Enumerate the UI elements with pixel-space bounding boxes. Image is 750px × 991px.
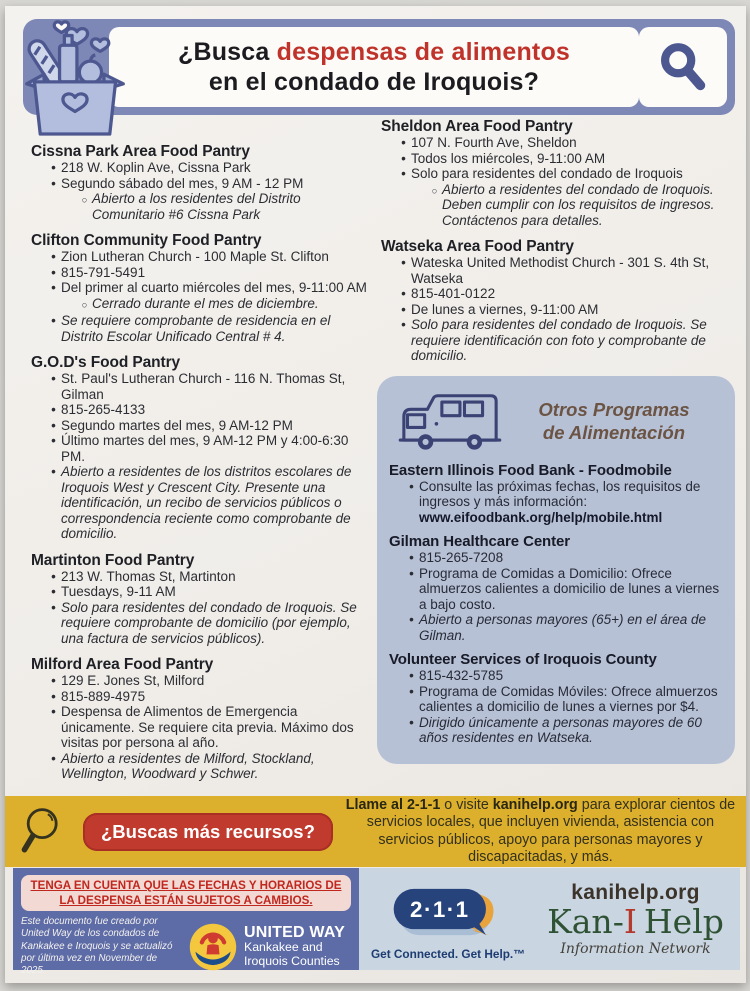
united-way-name: UNITED WAY bbox=[244, 923, 345, 941]
title-part-black: ¿Busca bbox=[177, 37, 277, 66]
kanihelp-url-inline: kanihelp.org bbox=[492, 796, 578, 813]
page-title-line1 bbox=[178, 37, 570, 68]
pantry-detail bbox=[46, 569, 371, 585]
magnifier-outline-icon bbox=[17, 803, 73, 861]
bullet-icon: • bbox=[401, 135, 406, 150]
bullet-icon: • bbox=[409, 612, 414, 627]
kanihelp-block bbox=[537, 881, 740, 957]
bullet-icon: • bbox=[51, 313, 56, 328]
pantry-detail bbox=[396, 302, 733, 318]
pantry-detail-text: 815-432-5785 bbox=[419, 668, 504, 683]
bullet-icon: • bbox=[51, 280, 56, 295]
right-column-sections bbox=[381, 118, 733, 364]
pantry-name: Cissna Park Area Food Pantry bbox=[31, 143, 250, 160]
pantry-detail-text: Abierto a los residentes del Distrito Comunitario #6 Cissna Park bbox=[92, 191, 301, 222]
bullet-icon: • bbox=[51, 568, 56, 584]
bullet-icon: ○ bbox=[81, 299, 88, 311]
bullet-icon: • bbox=[409, 668, 414, 683]
bullet-icon: • bbox=[51, 584, 56, 599]
pantry-name: Sheldon Area Food Pantry bbox=[381, 118, 573, 135]
bullet-icon: ○ bbox=[431, 185, 438, 197]
pantry-detail-text: Del primer al cuarto miércoles del mes, 9-11:00 AM bbox=[61, 280, 367, 295]
pantry-detail bbox=[46, 265, 371, 281]
pantry-section bbox=[389, 533, 725, 643]
left-column bbox=[31, 118, 371, 792]
pantry-detail-text: Segundo martes del mes, 9 AM-12 PM bbox=[61, 417, 293, 433]
svg-text:2·1·1: 2·1·1 bbox=[410, 896, 470, 922]
pantry-name: G.O.D's Food Pantry bbox=[31, 354, 181, 371]
pantry-detail-text: Solo para residentes del condado de Iroquois. Se requiere comprobante de domicilio (por ejemplo, una factura de servicios públicos). bbox=[61, 599, 357, 646]
pantry-name: Clifton Community Food Pantry bbox=[31, 232, 262, 249]
pantry-detail-text: Programa de Comidas a Domicilio: Ofrece almuerzos calientes a domicilio de lunes a viernes a bajo costo. bbox=[419, 565, 720, 612]
pantry-detail-text: 213 W. Thomas St, Martinton bbox=[61, 568, 236, 584]
pantry-detail-text: 218 W. Koplin Ave, Cissna Park bbox=[61, 160, 251, 175]
notice-line2: LA DESPENSA ESTÁN SUJETOS A CAMBIOS. bbox=[59, 894, 313, 908]
pantry-items bbox=[381, 135, 733, 228]
other-programs-title-line2: de Alimentación bbox=[542, 421, 686, 443]
other-programs-title-line1: Otros Programas bbox=[538, 399, 690, 421]
pantry-section bbox=[31, 143, 371, 222]
bullet-icon: • bbox=[409, 714, 414, 730]
call-211-text: Llame al 2-1-1 bbox=[345, 796, 441, 813]
title-part-red: despensas de alimentos bbox=[276, 37, 571, 66]
bullet-icon: • bbox=[51, 433, 56, 448]
food-truck-icon bbox=[389, 384, 511, 460]
pantry-items bbox=[389, 479, 725, 526]
pantry-name: Volunteer Services of Iroquois County bbox=[389, 651, 657, 668]
pantry-detail bbox=[396, 255, 733, 286]
pantry-detail bbox=[404, 479, 725, 526]
resources-text-rest: para explorar cientos de servicios locales, que incluyen vivienda, asistencia con servicios públicos, apoyo para personas mayores y discapacitadas, y más. bbox=[366, 796, 736, 865]
bullet-icon: • bbox=[401, 317, 406, 332]
bullet-icon: • bbox=[51, 599, 56, 615]
foodmobile-url: www.eifoodbank.org/help/mobile.html bbox=[419, 509, 663, 525]
pantry-detail-text: Despensa de Alimentos de Emergencia únicamente. Se requiere cita previa. Máximo dos visitas por persona al año. bbox=[61, 704, 354, 750]
pantry-items bbox=[389, 668, 725, 746]
bullet-icon: • bbox=[51, 175, 56, 191]
pantry-detail-text: Dirigido únicamente a personas mayores de 60 años residentes en Watseka. bbox=[419, 714, 702, 745]
hotline-211-block bbox=[359, 878, 537, 961]
brand-i: I bbox=[623, 902, 637, 942]
united-way-text bbox=[244, 925, 345, 969]
pantry-detail-text: Último martes del mes, 9 AM-12 PM y 4:00-6:30 PM. bbox=[61, 433, 349, 464]
pantry-name: Milford Area Food Pantry bbox=[31, 656, 214, 673]
pantry-detail bbox=[46, 249, 371, 265]
pantry-detail bbox=[396, 135, 733, 151]
pantry-items bbox=[31, 569, 371, 647]
kanihelp-brand bbox=[537, 902, 734, 942]
pantry-detail bbox=[77, 296, 371, 314]
pantry-detail bbox=[46, 371, 371, 402]
pantry-name: Martinton Food Pantry bbox=[31, 551, 195, 569]
bullet-icon: ○ bbox=[81, 195, 88, 206]
bullet-icon: • bbox=[401, 301, 406, 317]
bullet-icon: • bbox=[51, 160, 56, 175]
pantry-section bbox=[31, 656, 371, 782]
donation-box-icon bbox=[19, 20, 131, 138]
bullet-icon: • bbox=[409, 478, 414, 494]
bullet-icon: • bbox=[51, 249, 56, 264]
pantry-detail-text: 815-791-5491 bbox=[61, 264, 146, 280]
pantry-detail bbox=[46, 689, 371, 705]
united-way-logo-icon bbox=[187, 921, 239, 973]
pantry-section bbox=[381, 118, 733, 228]
resources-banner bbox=[5, 796, 746, 867]
pantry-detail bbox=[404, 668, 725, 684]
pantry-detail bbox=[404, 612, 725, 643]
flyer-page bbox=[5, 6, 746, 983]
pantry-detail bbox=[46, 418, 371, 434]
header-title-panel bbox=[109, 27, 639, 107]
pantry-name: Eastern Illinois Food Bank - Foodmobile bbox=[389, 461, 672, 479]
united-way-subline1: Kankakee and bbox=[244, 940, 323, 955]
hotline-tagline: Get Connected. Get Help.™ bbox=[370, 946, 526, 961]
pantry-detail-text: Abierto a residentes de Milford, Stockland, Wellington, Woodward y Schwer. bbox=[61, 750, 315, 781]
pantry-detail bbox=[427, 182, 733, 229]
pantry-name: Watseka Area Food Pantry bbox=[381, 238, 574, 255]
pantry-detail-text: Se requiere comprobante de residencia en el Distrito Escolar Unificado Central # 4. bbox=[61, 313, 331, 344]
pantry-detail bbox=[46, 176, 371, 192]
pantry-detail bbox=[396, 166, 733, 182]
united-way-block bbox=[187, 921, 345, 973]
hotline-211-icon bbox=[369, 880, 527, 944]
bullet-icon: • bbox=[51, 264, 56, 280]
pantry-items bbox=[31, 673, 371, 782]
pantry-detail-text: Consulte las próximas fechas, los requisitos de ingresos y más información: www.eifoodbank.org/help/mobile.html bbox=[419, 479, 725, 526]
other-programs-title bbox=[511, 399, 725, 443]
pantry-detail-text: 129 E. Jones St, Milford bbox=[61, 673, 205, 688]
pantry-items bbox=[31, 371, 371, 542]
pantry-detail-text: Segundo sábado del mes, 9 AM - 12 PM bbox=[61, 175, 304, 191]
bullet-icon: • bbox=[51, 402, 56, 417]
pantry-detail bbox=[46, 464, 371, 542]
pantry-detail bbox=[46, 433, 371, 464]
brand-post: Help bbox=[643, 902, 724, 942]
pantry-detail-text: Solo para residentes del condado de Iroquois bbox=[411, 166, 683, 181]
notice-line1: TENGA EN CUENTA QUE LAS FECHAS Y HORARIOS DE bbox=[30, 879, 342, 892]
pantry-detail-text: Abierto a personas mayores (65+) en el área de Gilman. bbox=[419, 612, 707, 643]
bullet-icon: • bbox=[51, 417, 56, 433]
bullet-icon: • bbox=[51, 673, 56, 688]
pantry-detail-text: 815-889-4975 bbox=[61, 688, 146, 704]
flyer-columns bbox=[31, 118, 733, 792]
pantry-detail bbox=[396, 317, 733, 364]
pantry-detail-text: Zion Lutheran Church - 100 Maple St. Clifton bbox=[61, 249, 329, 264]
pantry-detail bbox=[46, 751, 371, 782]
pantry-section bbox=[389, 462, 725, 526]
pantry-detail-text: Programa de Comidas Móviles: Ofrece almuerzos calientes a domicilio de lunes a viernes por $4. bbox=[419, 683, 718, 714]
footer bbox=[13, 868, 740, 977]
schedule-change-notice bbox=[21, 875, 351, 911]
right-column bbox=[381, 118, 733, 792]
pantry-detail bbox=[396, 151, 733, 167]
pantry-items bbox=[381, 255, 733, 364]
footer-right bbox=[359, 868, 740, 970]
pantry-detail-text: De lunes a viernes, 9-11:00 AM bbox=[411, 301, 599, 317]
pantry-detail-text: Tuesdays, 9-11 AM bbox=[61, 584, 176, 599]
pantry-items bbox=[389, 550, 725, 643]
bullet-icon: • bbox=[409, 550, 414, 565]
pantry-detail bbox=[46, 160, 371, 176]
pantry-section bbox=[31, 354, 371, 542]
search-icon bbox=[654, 38, 712, 96]
bullet-icon: • bbox=[409, 683, 414, 699]
resources-text bbox=[333, 797, 746, 867]
pantry-detail-text: Abierto a residentes del condado de Iroquois. Deben cumplir con los requisitos de ingresos. Contáctenos para detalles. bbox=[442, 181, 715, 228]
united-way-subline2: Iroquois Counties bbox=[244, 954, 340, 969]
pantry-detail bbox=[77, 191, 371, 222]
other-programs-sections bbox=[389, 462, 725, 746]
pantry-section bbox=[389, 651, 725, 746]
page-title-line2: en el condado de Iroquois? bbox=[208, 68, 540, 96]
bullet-icon: • bbox=[409, 565, 414, 581]
pantry-items bbox=[31, 249, 371, 344]
pantry-section bbox=[381, 238, 733, 364]
bullet-icon: • bbox=[51, 464, 56, 479]
pantry-items bbox=[31, 160, 371, 222]
pantry-detail-text: 815-401-0122 bbox=[411, 286, 496, 301]
other-programs-panel bbox=[377, 376, 735, 764]
pantry-detail bbox=[46, 673, 371, 689]
pantry-name: Gilman Healthcare Center bbox=[389, 533, 570, 550]
bullet-icon: • bbox=[401, 255, 406, 270]
bullet-icon: • bbox=[401, 150, 406, 166]
pantry-detail-text: Todos los miércoles, 9-11:00 AM bbox=[411, 150, 606, 166]
more-resources-button: ¿Buscas más recursos? bbox=[83, 813, 333, 851]
pantry-detail-text: Solo para residentes del condado de Iroquois. Se requiere identificación con foto y comprobante de domicilio. bbox=[411, 317, 707, 363]
pantry-detail bbox=[46, 704, 371, 751]
pantry-detail-text: St. Paul's Lutheran Church - 116 N. Thomas St, Gilman bbox=[61, 371, 346, 402]
pantry-section bbox=[31, 232, 371, 344]
pantry-detail-text: Wateska United Methodist Church - 301 S. 4th St, Watseka bbox=[411, 255, 710, 286]
pantry-detail bbox=[404, 684, 725, 715]
attribution-text: Este documento fue creado por United Way de los condados de Kankakee e Iroquois y se actualizó por última vez en November de 2025. bbox=[21, 916, 173, 977]
footer-left bbox=[13, 868, 359, 977]
kanihelp-subtitle: Information Network bbox=[560, 940, 711, 957]
bullet-icon: • bbox=[51, 704, 56, 719]
pantry-detail bbox=[46, 280, 371, 296]
pantry-detail bbox=[46, 313, 371, 344]
bullet-icon: • bbox=[51, 688, 56, 704]
pantry-detail bbox=[396, 286, 733, 302]
pantry-detail-text: 107 N. Fourth Ave, Sheldon bbox=[411, 135, 577, 150]
pantry-detail bbox=[46, 584, 371, 600]
pantry-detail bbox=[404, 550, 725, 566]
pantry-detail-text: 815-265-7208 bbox=[419, 550, 504, 565]
pantry-detail-text: Abierto a residentes de los distritos escolares de Iroquois West y Crescent City. Presente una identificación, un recibo de servicios públicos o correspondencia reciente como comprobante de domicilio. bbox=[61, 464, 352, 541]
pantry-section bbox=[31, 552, 371, 647]
pantry-detail bbox=[46, 402, 371, 418]
pantry-detail bbox=[404, 715, 725, 746]
pantry-detail bbox=[404, 566, 725, 613]
pantry-detail-text: 815-265-4133 bbox=[61, 402, 146, 417]
footer-left-bottom bbox=[21, 916, 351, 977]
kanihelp-url: kanihelp.org bbox=[571, 881, 700, 905]
search-panel bbox=[639, 27, 727, 107]
brand-pre: Kan- bbox=[547, 902, 624, 942]
bullet-icon: • bbox=[401, 286, 406, 301]
pantry-detail bbox=[46, 600, 371, 647]
resources-text-mid: o visite bbox=[440, 796, 493, 813]
bullet-icon: • bbox=[401, 166, 406, 181]
other-programs-header bbox=[389, 384, 725, 460]
pantry-detail-text: Cerrado durante el mes de diciembre. bbox=[92, 295, 319, 311]
bullet-icon: • bbox=[51, 371, 56, 386]
bullet-icon: • bbox=[51, 750, 56, 766]
